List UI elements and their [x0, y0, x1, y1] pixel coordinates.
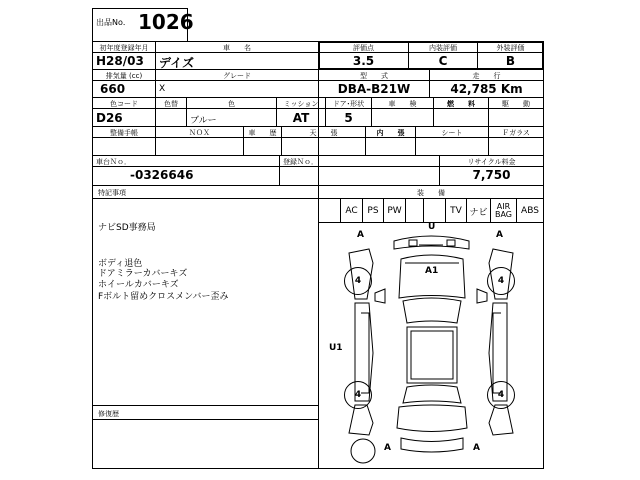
damage-front-right: A [496, 230, 503, 240]
lot-number: 1026 [138, 10, 194, 34]
notes-header: 特記事項 [98, 189, 126, 197]
grade-value: X [159, 84, 166, 94]
note-line-4: ドアミラーカバーキズ [98, 269, 188, 279]
sunroof-header: 天 張 [309, 129, 338, 137]
car-name-value: デイズ [159, 56, 195, 70]
color-header: 色 [228, 100, 235, 108]
equipment-header: 装 備 [417, 189, 445, 197]
damage-hood: A1 [425, 266, 439, 276]
reg-no-header: 登録Ｎｏ． [283, 158, 318, 166]
score-header: 評価点 [353, 44, 374, 52]
wheel-front-left-marker: 4 [344, 267, 372, 295]
mileage-value: 42,785 Km [450, 82, 523, 96]
note-line-1: ナビSD事務局 [98, 223, 156, 233]
reg-year-header: 初年度登録年月 [99, 44, 149, 52]
note-line-5: ホイールカバーキズ [98, 280, 179, 290]
equip-abs: ABS [521, 206, 539, 216]
equip-ps: PS [367, 206, 379, 216]
recycle-value: 7,750 [472, 168, 511, 182]
equip-pw: PW [387, 206, 402, 216]
recycle-header: リサイクル料金 [467, 158, 516, 166]
chassis-value: -0326646 [130, 168, 194, 182]
equip-tv: TV [450, 206, 462, 216]
displacement-header: 排気量 (cc) [105, 72, 143, 80]
wheel-rear-right-marker: 4 [487, 381, 515, 409]
drive-header: 駆 動 [502, 100, 530, 108]
color-value: ブルー [190, 116, 217, 126]
equip-airbag: AIR BAG [494, 202, 513, 219]
manual-header: 整備手帳 [110, 129, 138, 137]
transmission-value: AT [292, 111, 310, 125]
wheel-front-right-marker: 4 [487, 267, 515, 295]
interior-header: 内 張 [376, 129, 405, 137]
inspection-header: 車 検 [388, 100, 417, 108]
exterior-grade-value: B [505, 54, 516, 68]
damage-front-center: U [428, 222, 436, 232]
interior-grade-value: C [438, 54, 448, 68]
transmission-header: ミッション [283, 100, 319, 108]
color-code-value: D26 [96, 111, 123, 125]
fuel-header: 燃 料 [447, 100, 475, 108]
damage-left-side: U1 [329, 343, 343, 353]
car-diagram [319, 223, 543, 468]
f-glass-header: Ｆガラス [502, 129, 530, 137]
damage-rear-right: A [473, 443, 480, 453]
color-tone-header: 色替 [164, 100, 178, 108]
doors-value: 5 [344, 111, 353, 125]
damage-rear-left: A [384, 443, 391, 453]
color-code-header: 色コード [110, 100, 138, 108]
grade-header: グレード [223, 72, 251, 80]
displacement-value: 660 [100, 82, 126, 96]
reg-year-value: H28/03 [96, 54, 144, 68]
lot-label: 出品No． [96, 18, 131, 27]
exterior-grade-header: 外装評価 [496, 44, 525, 52]
model-header: 型 式 [360, 72, 388, 80]
chassis-header: 車台Ｎｏ． [96, 158, 131, 166]
nox-header: ＮＯＸ [189, 129, 210, 137]
equip-navi: ナビ [469, 207, 488, 218]
note-line-3: ボディ退色 [98, 259, 143, 269]
doors-shape-header: ドア･形状 [332, 100, 365, 108]
car-name-header: 車 名 [223, 44, 251, 52]
model-value: DBA-B21W [337, 82, 411, 96]
repair-header: 修復歴 [98, 410, 119, 418]
history-header: 車 歴 [248, 129, 277, 137]
damage-front-left: A [357, 230, 364, 240]
note-line-6: Fボルト留めクロスメンバー歪み [98, 292, 229, 302]
wheel-rear-left-marker: 4 [344, 381, 372, 409]
interior-grade-header: 内装評価 [429, 44, 457, 52]
score-value: 3.5 [352, 54, 375, 68]
seat-header: シート [441, 129, 463, 137]
mileage-header: 走 行 [472, 72, 501, 80]
equip-ac: AC [345, 206, 358, 216]
